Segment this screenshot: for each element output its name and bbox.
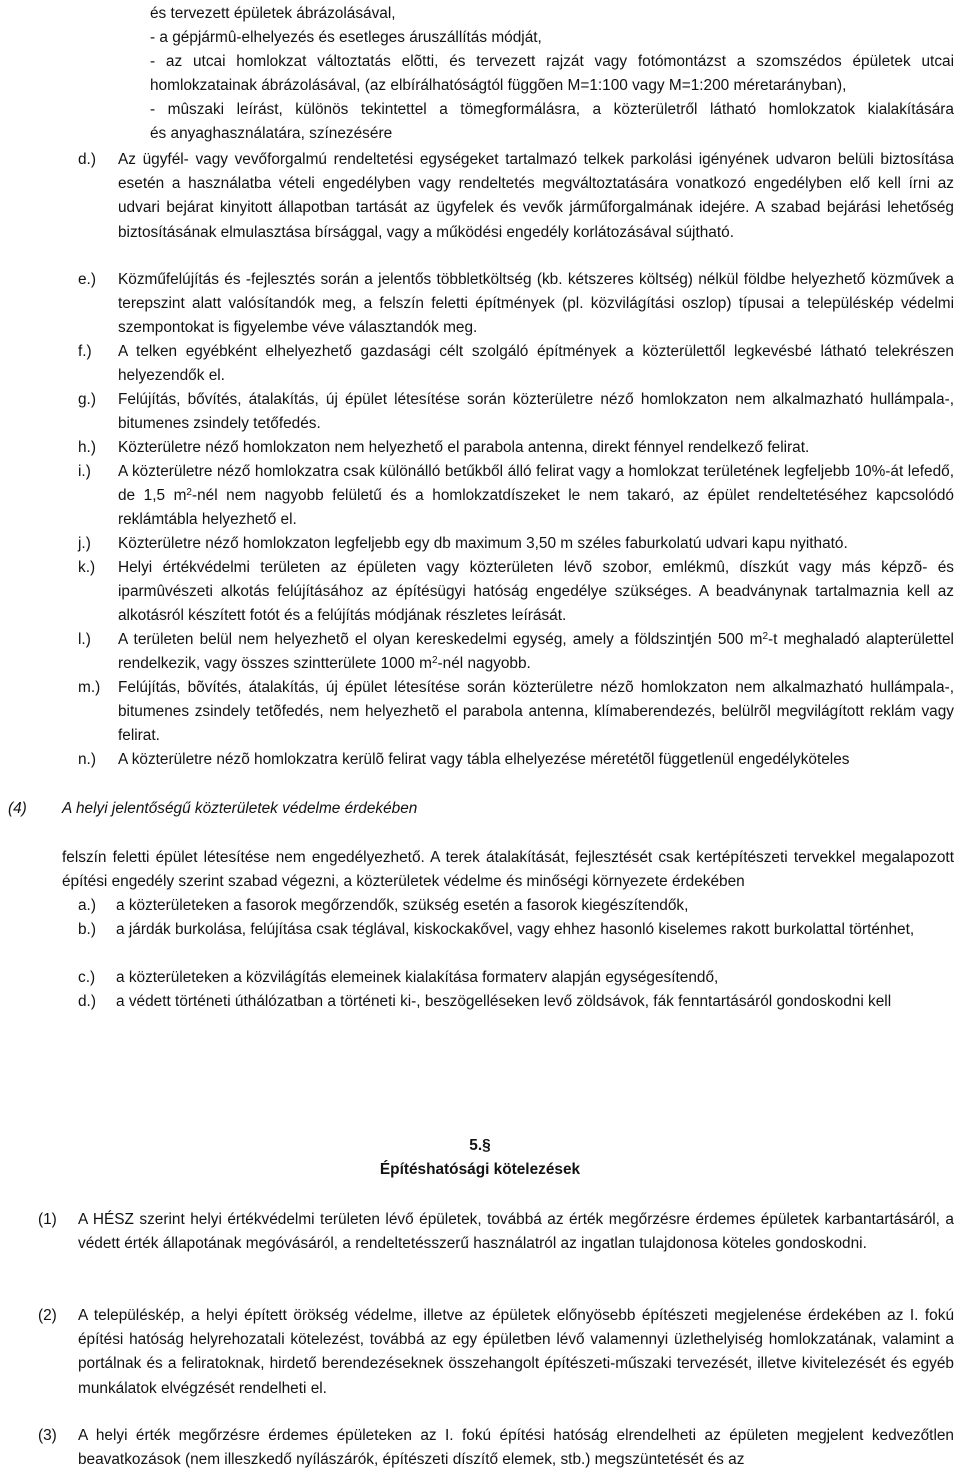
item-label: g.) (78, 391, 96, 408)
item-text: a védett történeti úthálózatban a történeti ki-, beszögelléseken levő zöldsávok, fák fenntartásáról gondoskodni kell (116, 993, 892, 1010)
paragraph-number: (1) (38, 1211, 57, 1228)
item-text: A telken egyébként elhelyezhető gazdasági célt szolgáló építmények a közterülettől legkevésbé látható telekrészen helyezendők el. (118, 343, 954, 385)
item-text: a járdák burkolása, felújítása csak téglával, kiskockakővel, vagy ehhez hasonló kiselemes rakott burkolattal történhet, (116, 921, 915, 938)
section-sign-icon: § (482, 1137, 491, 1154)
text-line: - az utcai homlokzat változtatás elõtti, és tervezett rajzát vagy fotómontázst a szomszédos épületek utcai (150, 53, 954, 70)
text-line: - mûszaki leírást, különös tekintettel a tömegformálásra, a közterületről látható homlokzatok kialakítására (150, 101, 954, 118)
item-label: n.) (78, 751, 96, 768)
item-label: i.) (78, 463, 91, 480)
item-text: Közterületre néző homlokzaton nem helyezhető el parabola antenna, direkt fénnyel rendelkező felirat. (118, 439, 810, 456)
item-label: l.) (78, 631, 91, 648)
text-line: homlokzatainak ábrázolásával, (az elbírálhatóságtól függõen M=1:100 vagy M=1:200 méretarányban), (150, 77, 847, 94)
item-label: k.) (78, 559, 96, 576)
item-label: f.) (78, 343, 92, 360)
item-text: A közterületre néző homlokzatra csak különálló betűkből álló felirat vagy a homlokzat területének legfeljebb 10%-át lefedő, de 1,5 $m^2$-nél nem nagyobb felületű és a homlokzatdíszeket le nem takaró, az épület rendeltetéséhez kapcsolódó reklámtábla helyezhető el. (118, 463, 954, 529)
chapter-title: Építéshatósági kötelezések (379, 1161, 581, 1178)
section-heading: A helyi jelentőségű közterületek védelme érdekében (62, 800, 418, 817)
paragraph-number: (3) (38, 1427, 57, 1444)
item-text: Közműfelújítás és -fejlesztés során a jelentős többletköltség (kb. kétszeres költség) nélkül földbe helyezhető közművek a terepszint alatt valósítandók meg, a felszín feletti építmények (pl. közvilágítási oszlop) típusai a településkép védelmi szempontokat is figyelembe véve választandók meg. (118, 271, 954, 337)
item-text: Felújítás, bõvítés, átalakítás, új épület létesítése során közterületre nézõ homlokzaton nem alkalmazható hullámpala-, bitumenes zsindely tetõfedés, nem helyezhetõ el parabola antenna, klímaberendezés, belülrõl megvilágított reklám vagy felirat. (118, 679, 954, 745)
text-line: és anyaghasználatára, színezésére (150, 125, 393, 142)
section-number: (4) (8, 800, 27, 817)
item-text: Felújítás, bővítés, átalakítás, új épület létesítése során közterületre néző homlokzaton nem alkalmazható hullámpala-, bitumenes zsindely tetőfedés. (118, 391, 954, 433)
text-line: és tervezett épületek ábrázolásával, (150, 5, 396, 22)
paragraph-text: A településkép, a helyi épített örökség védelme, illetve az épületek előnyösebb építészeti megjelenése érdekében az I. fokú építési hatóság helyrehozatali kötelezést, továbbá az egy épületben lévő valamennyi üzlethelyiség homlokzatának, valamint a portálnak és a feliratoknak, hirdető berendezéseknek összehangolt építészeti-műszaki tervezését, illetve kivitelezését és egyéb munkálatok elvégzését rendelheti el. (78, 1307, 954, 1397)
chapter-number: 5.§ (469, 1137, 491, 1154)
item-label: c.) (78, 969, 96, 986)
item-text: A közterületre nézõ homlokzatra kerülõ felirat vagy tábla elhelyezése méretétõl függetlenül engedélyköteles (118, 751, 850, 768)
item-text: a közterületeken a közvilágítás elemeinek kialakítása formaterv alapján egységesítendő, (116, 969, 719, 986)
item-label: e.) (78, 271, 96, 288)
item-text: Helyi értékvédelmi területen az épületen vagy közterületen lévõ szobor, emlékmû, díszkút vagy más képzõ- és iparmûvészeti alkotás felújításához az építésügyi hatóság engedélye szükséges. A beadványnak tartalmaznia kell az alkotásról készített fotót és a felújítás módjának részletes leírását. (118, 559, 954, 625)
item-label: h.) (78, 439, 96, 456)
paragraph-number: (2) (38, 1307, 57, 1324)
item-text: a közterületeken a fasorok megőrzendők, szükség esetén a fasorok kiegészítendők, (116, 897, 689, 914)
item-text: A területen belül nem helyezhetõ el olyan kereskedelmi egység, amely a földszintjén 500 $m^2-t$ meghaladó alapterülettel rendelkezik, vagy összes szintterülete 1000 $m^2$-nél nagyobb. (118, 631, 954, 673)
paragraph-text: A helyi érték megőrzésre érdemes épületeken az I. fokú építési hatóság elrendelheti az épületen megjelent kedvezőtlen beavatkozások (nem illeszkedő nyílászárók, építészeti díszítő elemek, stb.) megszüntetését és az (78, 1427, 954, 1469)
item-label: d.) (78, 151, 96, 168)
item-label: b.) (78, 921, 96, 938)
item-label: j.) (78, 535, 91, 552)
section-intro: felszín feletti épület létesítése nem engedélyezhető. A terek átalakítását, fejlesztését csak kertépítészeti tervekkel megalapozott építési engedély szerint szabad végezni, a közterületek védelme és minőségi környezete érdekében (62, 849, 954, 891)
item-text: Közterületre néző homlokzaton legfeljebb egy db maximum 3,50 m széles faburkolatú udvari kapu nyitható. (118, 535, 848, 552)
item-text: Az ügyfél- vagy vevőforgalmú rendeltetési egységeket tartalmazó telkek parkolási igényének udvaron belüli biztosítása esetén a használatba vételi engedélyben vagy rendeltetés megváltoztatására vonatkozó engedélyben elő kell írni az udvari bejárat kinyitott állapotban tartását az ügyfelek és vevők járműforgalmának idejére. A szabad bejárási lehetőség biztosításának elmulasztása bírsággal, vagy a működési engedély korlátozásával sújtható. (118, 151, 954, 241)
text-line: - a gépjármû-elhelyezés és esetleges áruszállítás módját, (150, 29, 542, 46)
item-label: m.) (78, 679, 101, 696)
item-label: a.) (78, 897, 96, 914)
paragraph-text: A HÉSZ szerint helyi értékvédelmi területen lévő épületek, továbbá az érték megőrzésre érdemes épületek karbantartásáról, a védett érték állapotának megóvásáról, a rendeltetésszerű használatról az ingatlan tulajdonosa köteles gondoskodni. (78, 1211, 954, 1253)
item-label: d.) (78, 993, 96, 1010)
